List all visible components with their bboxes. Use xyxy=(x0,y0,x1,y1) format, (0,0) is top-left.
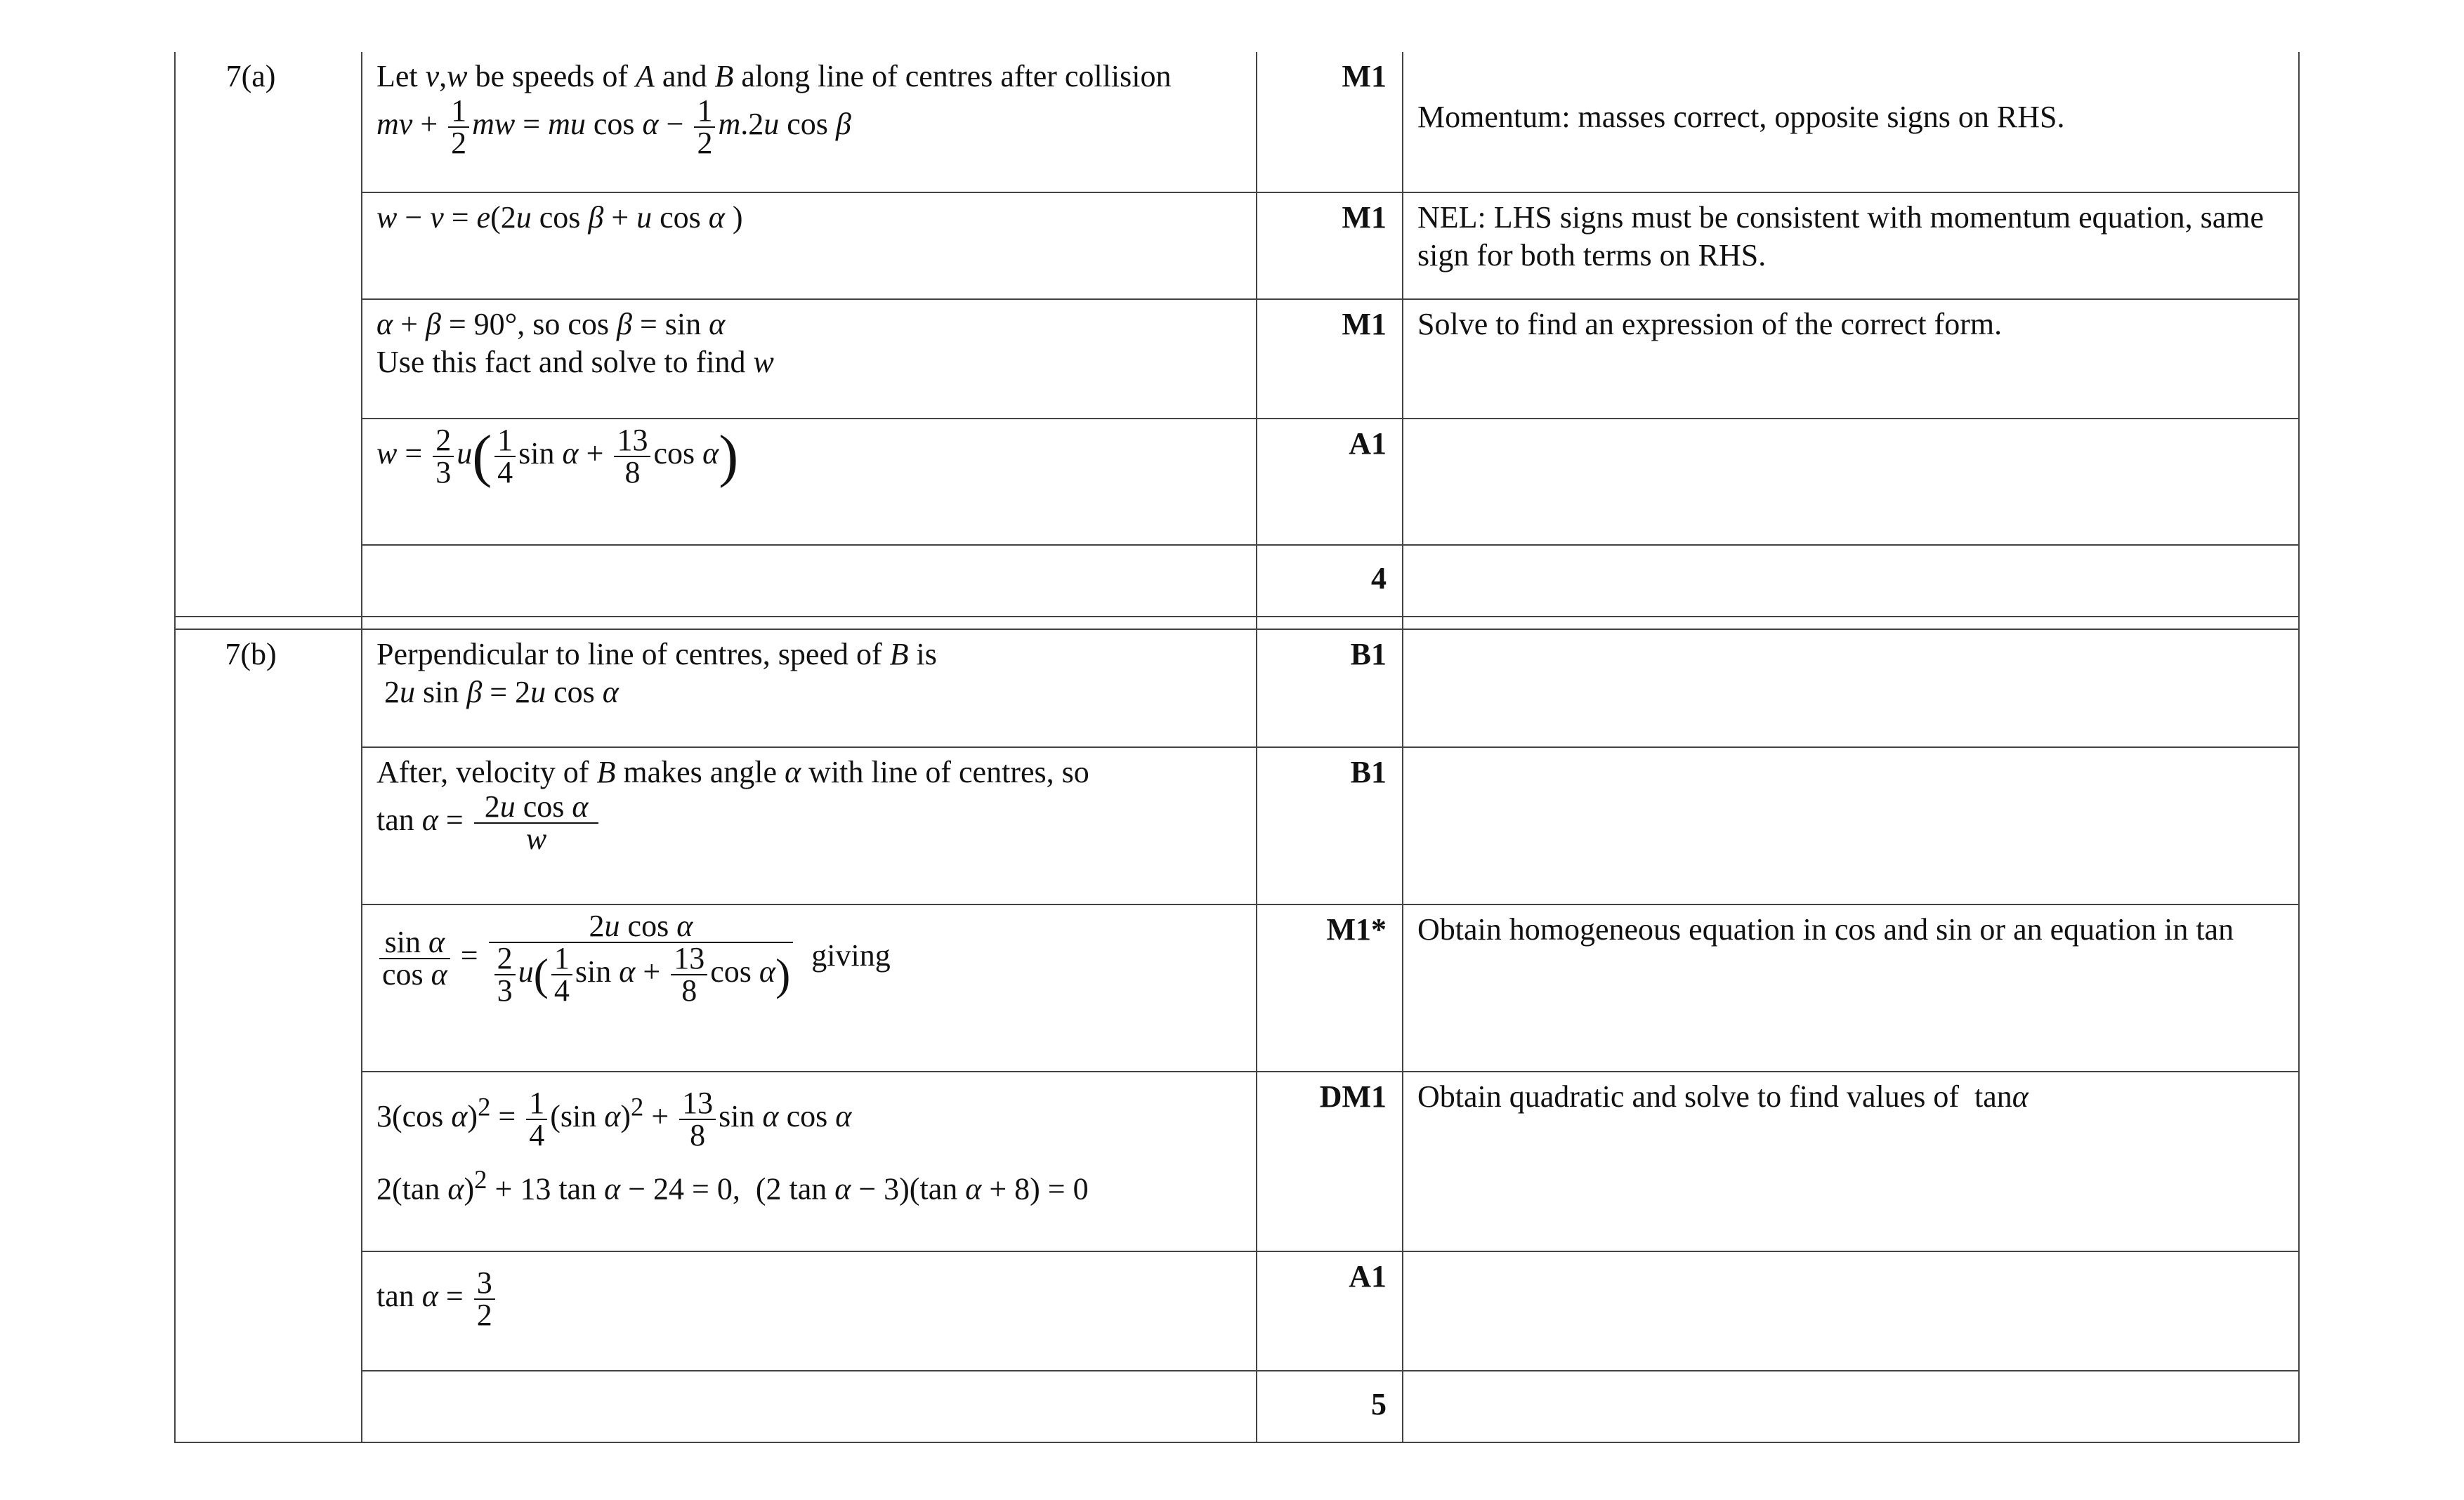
guidance-cell xyxy=(1403,545,2299,617)
table-row xyxy=(175,1371,2299,1442)
answer-line: w − v = e(2u cos β + u cos α ) xyxy=(376,200,743,235)
guidance-text: Momentum: masses correct, opposite signs on RHS. xyxy=(1417,100,2065,134)
question-number: 7(b) xyxy=(175,629,362,1442)
table-row xyxy=(175,629,2299,747)
mark-cell: DM1 xyxy=(1257,1072,1403,1251)
answer-cell xyxy=(362,299,1257,419)
guidance-cell: NEL: LHS signs must be consistent with momentum equation, same sign for both terms on RHS. xyxy=(1403,192,2299,299)
answer-line: 2u sin β = 2u cos α xyxy=(376,675,619,709)
guidance-cell xyxy=(1403,419,2299,545)
table-row xyxy=(175,904,2299,1072)
mark-scheme-table xyxy=(174,52,2298,1443)
mark-cell: M1 xyxy=(1257,52,1403,192)
answer-line: 2(tan α)$^2$ + 13 tan α − 24 = 0, (2 tan α − 3)(tan α + 8) = 0 xyxy=(376,1165,1089,1206)
answer-line: tan α = $\frac{\text{2u cos α}}{w}$ xyxy=(376,791,1242,855)
answer-line: Let v,w be speeds of A and B along line of centres after collision xyxy=(376,59,1172,93)
guidance-cell xyxy=(1403,747,2299,904)
answer-cell xyxy=(362,52,1257,192)
answer-cell xyxy=(362,747,1257,904)
guidance-cell: Solve to find an expression of the correct form. xyxy=(1403,299,2299,419)
guidance-cell xyxy=(1403,1251,2299,1371)
mark-cell: M1* xyxy=(1257,904,1403,1072)
table-row xyxy=(175,1251,2299,1371)
table-row xyxy=(175,1072,2299,1251)
table-row xyxy=(175,299,2299,419)
answer-cell xyxy=(362,545,1257,617)
total-mark-cell: 4 xyxy=(1257,545,1403,617)
guidance-cell xyxy=(1403,629,2299,747)
question-number: 7(a) xyxy=(175,52,362,617)
answer-line: tan α = $\frac{3}{2}$ xyxy=(376,1268,1242,1331)
table-row xyxy=(175,545,2299,617)
answer-cell xyxy=(362,419,1257,545)
table-row xyxy=(175,419,2299,545)
mark-cell: M1 xyxy=(1257,299,1403,419)
mark-cell: B1 xyxy=(1257,747,1403,904)
section-divider xyxy=(175,617,2299,629)
answer-cell xyxy=(362,1251,1257,1371)
answer-line: w = $\frac{2}{3}$ u( $\frac{1}{4}$ sin α + $\frac{13}{8}$ cos α) xyxy=(376,423,739,489)
answer-line: mv + $\frac{1}{2}$ mw = mu cos α − $\frac{1}{2}$ m.2u cos β xyxy=(376,93,851,160)
answer-cell xyxy=(362,1371,1257,1442)
table-row xyxy=(175,52,2299,192)
table-row xyxy=(175,192,2299,299)
answer-line: $\frac{\text{sin α}}{\text{cos α}}$ = 2u cos α $\frac{2}{3}$ u( $\frac{1}{4}$ sin α + $\frac{13}{8}$ cos α) giving xyxy=(376,911,1242,1006)
answer-line: 3(cos α)$^2$ = $\frac{1}{4}$ (sin α)$^2$ + $\frac{13}{8}$ sin α cos α xyxy=(376,1086,852,1152)
answer-line: Perpendicular to line of centres, speed of B is xyxy=(376,637,937,671)
guidance-cell xyxy=(1403,1371,2299,1442)
answer-cell xyxy=(362,904,1257,1072)
answer-cell xyxy=(362,192,1257,299)
answer-line: Use this fact and solve to find w xyxy=(376,345,774,379)
mark-cell: A1 xyxy=(1257,1251,1403,1371)
answer-line: α + β = 90°, so cos β = sin α xyxy=(376,307,726,341)
answer-cell xyxy=(362,629,1257,747)
guidance-cell xyxy=(1403,52,2299,192)
mark-cell: A1 xyxy=(1257,419,1403,545)
table-row xyxy=(175,747,2299,904)
answer-line: After, velocity of B makes angle α with line of centres, so xyxy=(376,755,1089,789)
guidance-cell: Obtain quadratic and solve to find values of tanα xyxy=(1403,1072,2299,1251)
mark-cell: B1 xyxy=(1257,629,1403,747)
answer-cell xyxy=(362,1072,1257,1251)
mark-cell: M1 xyxy=(1257,192,1403,299)
guidance-cell: Obtain homogeneous equation in cos and sin or an equation in tan xyxy=(1403,904,2299,1072)
total-mark-cell: 5 xyxy=(1257,1371,1403,1442)
